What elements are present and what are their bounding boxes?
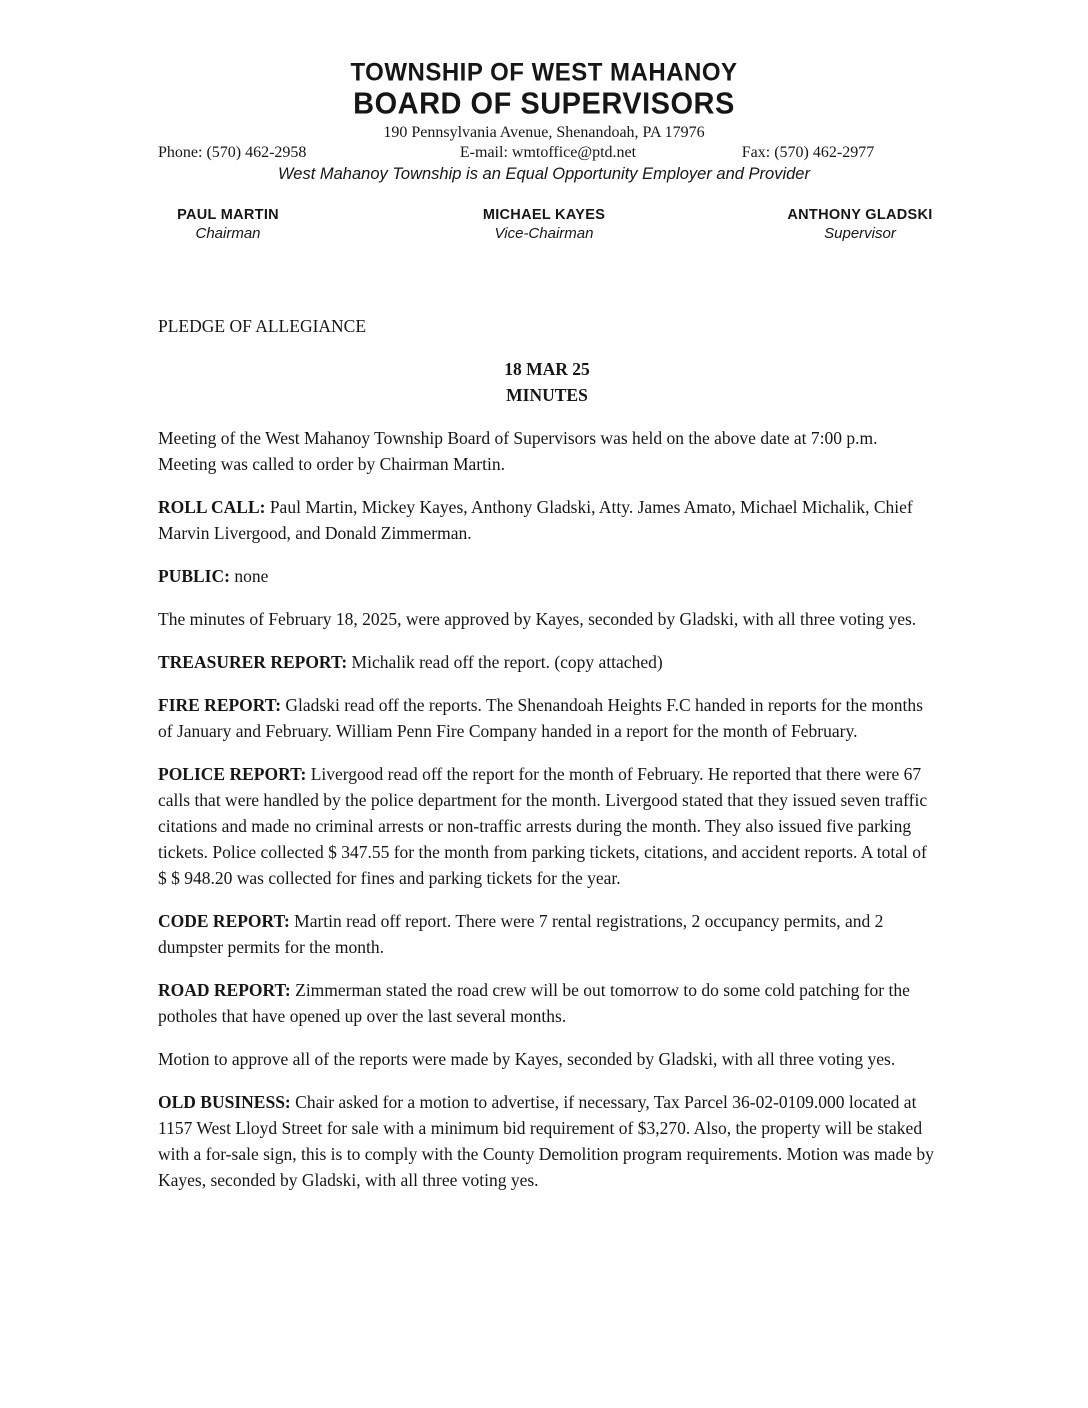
officer-title: Chairman: [195, 225, 261, 242]
minutes-body: [158, 313, 936, 1193]
roll-call-label: ROLL CALL:: [158, 497, 266, 517]
officer-name: ANTHONY GLADSKI: [787, 207, 933, 223]
eeo-tagline: West Mahanoy Township is an Equal Opportunity Employer and Provider: [278, 165, 810, 183]
contact-row: [158, 143, 938, 162]
minutes-label: MINUTES: [506, 385, 588, 405]
treasurer-report-label: TREASURER REPORT:: [158, 652, 348, 672]
police-report-paragraph: POLICE REPORT: Livergood read off the report for the month of February. He reported that there were 67 calls that were handled by the police department for the month. Livergood stated that they issued seven traffic citations and made no criminal arrests or non-traffic arrests during the month. They also issued five parking tickets. Police collected $ 347.55 for the month from parking tickets, citations, and accident reports. A total of $ $ 948.20 was collected for fines and parking tickets for the year.: [158, 764, 928, 888]
pledge-of-allegiance-line: PLEDGE OF ALLEGIANCE: [158, 316, 367, 336]
fire-report-paragraph: FIRE REPORT: Gladski read off the reports. The Shenandoah Heights F.C handed in reports for the months of January and February. William Penn Fire Company handed in a report for the month of February.: [158, 695, 923, 741]
phone-number: Phone: (570) 462-2958: [158, 144, 307, 161]
email-address: E-mail: wmtoffice@ptd.net: [459, 144, 637, 161]
minutes-approval-paragraph: The minutes of February 18, 2025, were approved by Kayes, seconded by Gladski, with all three voting yes.: [158, 609, 917, 629]
minutes-heading: [158, 356, 936, 408]
officer-vice-chairman: [386, 206, 702, 244]
public-label: PUBLIC:: [158, 566, 230, 586]
officer-title: Supervisor: [824, 225, 896, 242]
officers-row: [70, 206, 1018, 244]
org-address: 190 Pennsylvania Avenue, Shenandoah, PA 17976: [383, 124, 705, 141]
org-subtitle: BOARD OF SUPERVISORS: [353, 87, 735, 121]
treasurer-report-paragraph: TREASURER REPORT: Michalik read off the report. (copy attached): [158, 652, 663, 672]
road-report-paragraph: ROAD REPORT: Zimmerman stated the road crew will be out tomorrow to do some cold patching for the potholes that have opened up over the last several months.: [158, 980, 910, 1026]
police-report-label: POLICE REPORT:: [158, 764, 307, 784]
roll-call-paragraph: ROLL CALL: Paul Martin, Mickey Kayes, Anthony Gladski, Atty. James Amato, Michael Michalik, Chief Marvin Livergood, and Donald Zimmerman.: [158, 497, 913, 543]
officer-name: PAUL MARTIN: [177, 207, 279, 223]
code-report-paragraph: CODE REPORT: Martin read off report. There were 7 rental registrations, 2 occupancy permits, and 2 dumpster permits for the month.: [158, 911, 884, 957]
fax-number: Fax: (570) 462-2977: [741, 144, 875, 161]
meeting-date: 18 MAR 25: [504, 359, 590, 379]
motion-approve-reports-paragraph: Motion to approve all of the reports were made by Kayes, seconded by Gladski, with all three voting yes.: [158, 1049, 896, 1069]
old-business-label: OLD BUSINESS:: [158, 1092, 291, 1112]
public-paragraph: PUBLIC: none: [158, 566, 269, 586]
fire-report-label: FIRE REPORT:: [158, 695, 282, 715]
code-report-label: CODE REPORT:: [158, 911, 290, 931]
road-report-label: ROAD REPORT:: [158, 980, 291, 1000]
officer-supervisor: [702, 206, 1018, 244]
officer-title: Vice-Chairman: [494, 225, 594, 242]
org-name: TOWNSHIP OF WEST MAHANOY: [350, 58, 738, 87]
opening-paragraph: Meeting of the West Mahanoy Township Board of Supervisors was held on the above date at 7:00 p.m. Meeting was called to order by Chairman Martin.: [158, 428, 878, 474]
letterhead: [0, 58, 1088, 244]
officer-name: MICHAEL KAYES: [482, 207, 606, 223]
old-business-paragraph: OLD BUSINESS: Chair asked for a motion to advertise, if necessary, Tax Parcel 36-02-0109.000 located at 1157 West Lloyd Street for sale with a minimum bid requirement of $3,270. Also, the property will be staked with a for-sale sign, this is to comply with the County Demolition program requirements. Motion was made by Kayes, seconded by Gladski, with all three voting yes.: [158, 1092, 934, 1190]
officer-chairman: [70, 206, 386, 244]
